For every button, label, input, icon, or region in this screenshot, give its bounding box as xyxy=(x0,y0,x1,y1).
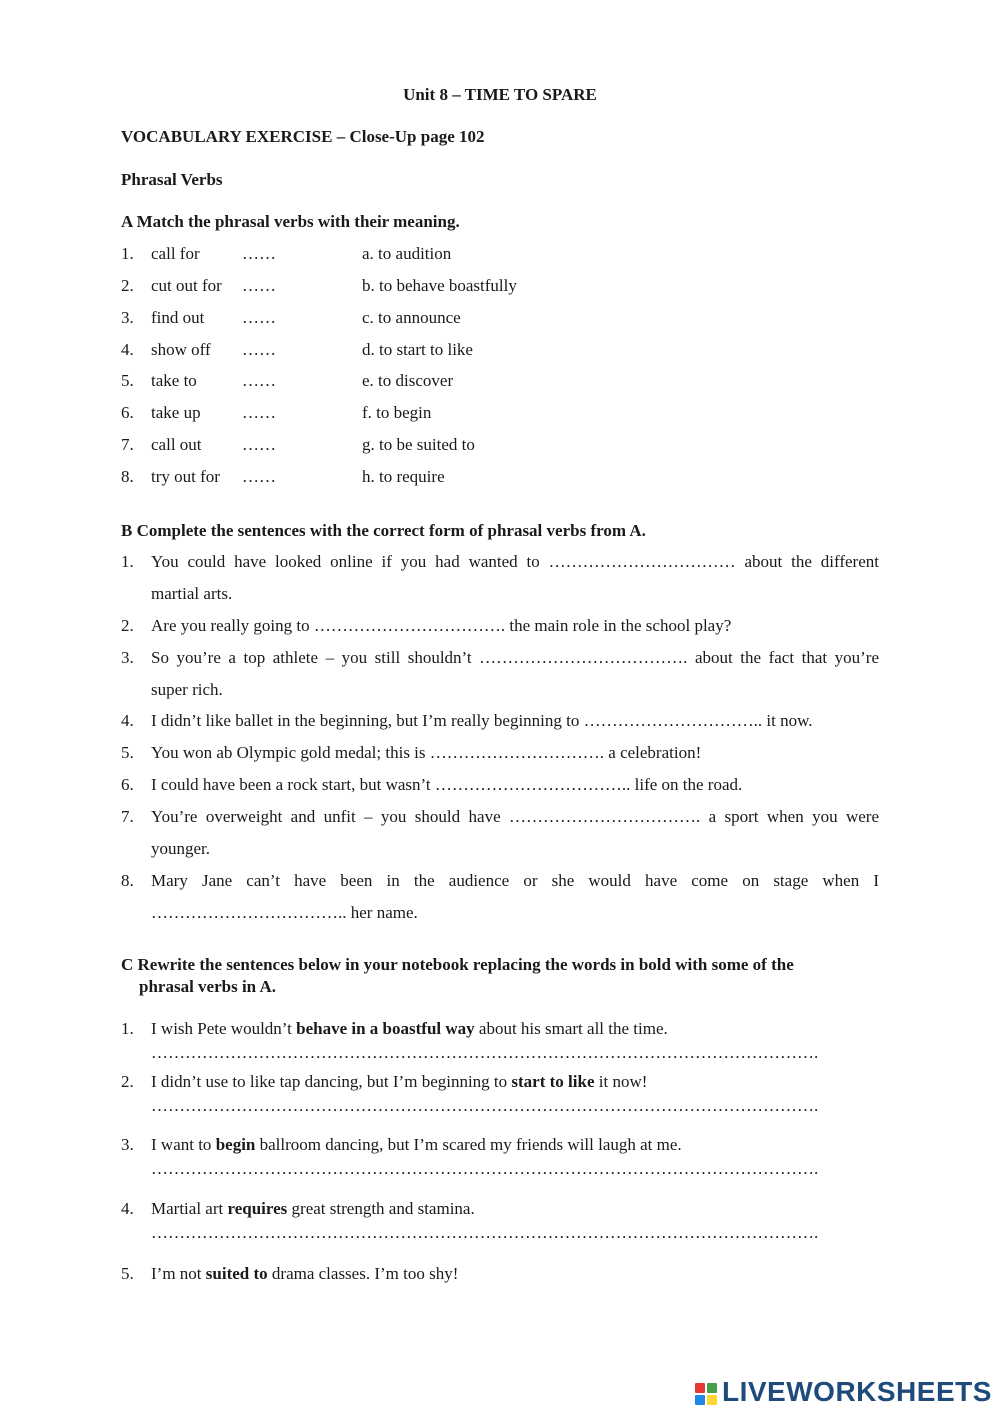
sentence-text: I didn’t use to like tap dancing, but I’m beginning to xyxy=(151,1072,512,1091)
item-number: 5. xyxy=(121,743,134,762)
answer-line[interactable]: ………………………………………………………………………………………………………. xyxy=(151,1096,819,1115)
meaning-option: g. to be suited to xyxy=(362,435,475,454)
sentence-line-continued: …………………………….. her name. xyxy=(151,903,418,922)
sentence-text: great strength and stamina. xyxy=(287,1199,475,1218)
phrasal-verb: call out xyxy=(151,435,202,454)
item-number: 2. xyxy=(121,616,134,635)
item-number: 4. xyxy=(121,711,134,730)
sentence-bold-phrase: start to like xyxy=(511,1072,595,1091)
page-subtitle: VOCABULARY EXERCISE – Close-Up page 102 xyxy=(121,127,485,146)
item-number: 8. xyxy=(121,871,134,890)
liveworksheets-logo-icon xyxy=(694,1382,718,1406)
phrasal-verb: try out for xyxy=(151,467,220,486)
item-number: 4. xyxy=(121,340,134,359)
answer-blank[interactable]: …… xyxy=(242,244,276,263)
phrasal-verb: cut out for xyxy=(151,276,222,295)
page-title: Unit 8 – TIME TO SPARE xyxy=(403,85,597,104)
sentence-line: Mary Jane can’t have been in the audience or she would have come on stage when I xyxy=(151,871,879,890)
sentence-line: I could have been a rock start, but wasn’t …………………………….. life on the road. xyxy=(151,775,743,794)
sentence-text: drama classes. I’m too shy! xyxy=(267,1264,459,1283)
phrasal-verb: take up xyxy=(151,403,201,422)
sentence-line: You won ab Olympic gold medal; this is …………………………. a celebration! xyxy=(151,743,702,762)
item-number: 5. xyxy=(121,1264,134,1283)
sentence xyxy=(151,1199,475,1219)
answer-blank[interactable]: …… xyxy=(242,276,276,295)
part-b-instruction: B Complete the sentences with the correct form of phrasal verbs from A. xyxy=(121,521,646,540)
item-number: 6. xyxy=(121,403,134,422)
sentence-text: ballroom dancing, but I’m scared my friends will laugh at me. xyxy=(255,1135,682,1154)
sentence-line: I didn’t like ballet in the beginning, but I’m really beginning to ………………………….. it now. xyxy=(151,711,813,730)
answer-blank[interactable]: …… xyxy=(242,403,276,422)
sentence-text: I want to xyxy=(151,1135,216,1154)
phrasal-verb: find out xyxy=(151,308,205,327)
answer-line[interactable]: ………………………………………………………………………………………………………. xyxy=(151,1223,819,1242)
meaning-option: b. to behave boastfully xyxy=(362,276,517,295)
sentence-bold-phrase: begin xyxy=(215,1135,256,1154)
item-number: 6. xyxy=(121,775,134,794)
sentence-line: You could have looked online if you had wanted to …………………………… about the different xyxy=(151,552,879,571)
answer-blank[interactable]: …… xyxy=(242,308,276,327)
sentence-bold-phrase: behave in a boastful way xyxy=(296,1019,475,1038)
part-c-instruction-line1: C Rewrite the sentences below in your notebook replacing the words in bold with some of the xyxy=(121,955,794,974)
meaning-option: h. to require xyxy=(362,467,445,486)
item-number: 4. xyxy=(121,1199,134,1218)
item-number: 1. xyxy=(121,244,134,263)
sentence-bold-phrase: requires xyxy=(227,1199,288,1218)
liveworksheets-logo xyxy=(694,1378,994,1410)
meaning-option: a. to audition xyxy=(362,244,452,263)
phrasal-verb: call for xyxy=(151,244,200,263)
part-a-instruction: A Match the phrasal verbs with their meaning. xyxy=(121,212,460,231)
item-number: 3. xyxy=(121,648,134,667)
answer-blank[interactable]: …… xyxy=(242,371,276,390)
sentence-line: So you’re a top athlete – you still shouldn’t ………………………………. about the fact that you’re xyxy=(151,648,879,667)
phrasal-verb: take to xyxy=(151,371,197,390)
answer-line[interactable]: ………………………………………………………………………………………………………. xyxy=(151,1159,819,1178)
item-number: 2. xyxy=(121,1072,134,1091)
sentence-text: Martial art xyxy=(151,1199,228,1218)
sentence-text: I wish Pete wouldn’t xyxy=(151,1019,297,1038)
sentence-line-continued: martial arts. xyxy=(151,584,233,603)
answer-line[interactable]: ………………………………………………………………………………………………………. xyxy=(151,1043,819,1062)
item-number: 5. xyxy=(121,371,134,390)
answer-blank[interactable]: …… xyxy=(242,467,276,486)
meaning-option: f. to begin xyxy=(362,403,432,422)
meaning-option: e. to discover xyxy=(362,371,454,390)
sentence-line: You’re overweight and unfit – you should have ……………………………. a sport when you were xyxy=(151,807,879,826)
sentence-text: it now! xyxy=(594,1072,648,1091)
answer-blank[interactable]: …… xyxy=(242,435,276,454)
item-number: 3. xyxy=(121,308,134,327)
meaning-option: d. to start to like xyxy=(362,340,473,359)
meaning-option: c. to announce xyxy=(362,308,461,327)
sentence-text: I’m not xyxy=(151,1264,206,1283)
sentence xyxy=(151,1072,647,1092)
sentence xyxy=(151,1019,668,1039)
sentence-text: about his smart all the time. xyxy=(474,1019,668,1038)
sentence-bold-phrase: suited to xyxy=(205,1264,268,1283)
item-number: 7. xyxy=(121,807,134,826)
sentence xyxy=(151,1135,682,1155)
part-c-instruction-line2: phrasal verbs in A. xyxy=(139,977,276,996)
item-number: 8. xyxy=(121,467,134,486)
phrasal-verb: show off xyxy=(151,340,211,359)
section-heading: Phrasal Verbs xyxy=(121,170,223,189)
answer-blank[interactable]: …… xyxy=(242,340,276,359)
item-number: 3. xyxy=(121,1135,134,1154)
liveworksheets-logo-text: LIVEWORKSHEETS xyxy=(722,1376,992,1407)
item-number: 2. xyxy=(121,276,134,295)
sentence-line-continued: younger. xyxy=(151,839,211,858)
item-number: 1. xyxy=(121,1019,134,1038)
item-number: 7. xyxy=(121,435,134,454)
sentence xyxy=(151,1264,458,1284)
item-number: 1. xyxy=(121,552,134,571)
sentence-line-continued: super rich. xyxy=(151,680,223,699)
sentence-line: Are you really going to ……………………………. the main role in the school play? xyxy=(151,616,732,635)
